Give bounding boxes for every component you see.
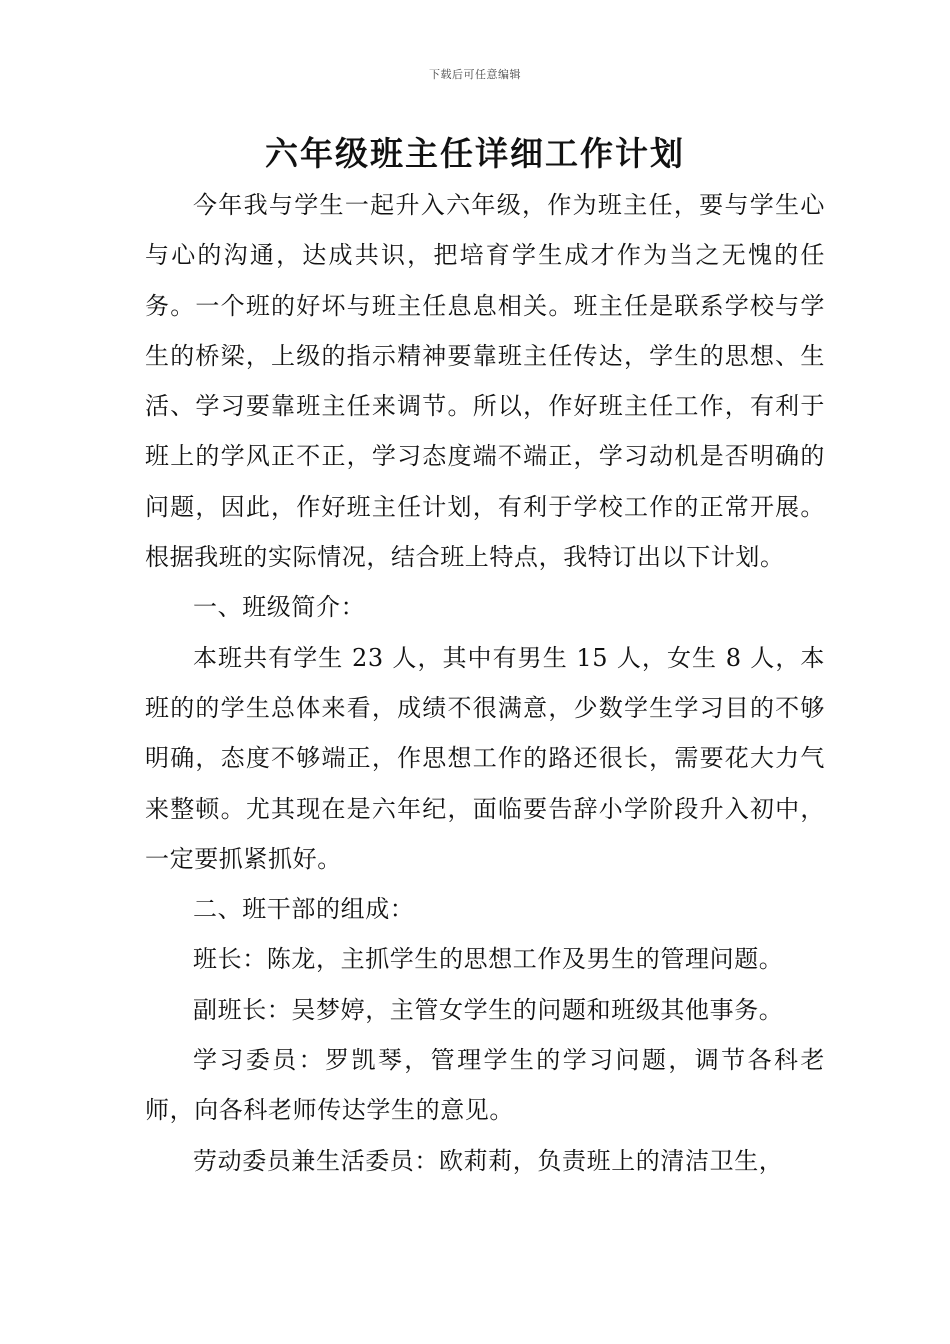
cadre-vice-monitor-paragraph: 副班长：吴梦婷，主管女学生的问题和班级其他事务。 xyxy=(193,995,784,1024)
cadre-monitor-paragraph: 班长：陈龙，主抓学生的思想工作及男生的管理问题。 xyxy=(193,945,784,974)
section-heading-class-intro: 一、班级简介： xyxy=(193,593,366,622)
section-heading-class-cadres: 二、班干部的组成： xyxy=(193,895,415,924)
intro-paragraph: 今年我与学生一起升入六年级，作为班主任，要与学生心与心的沟通，达成共识，把培育学生成才作为当之无愧的任务。一个班的好坏与班主任息息相关。班主任是联系学校与学生的桥梁，上级的指示精神要靠班主任传达，学生的思想、生活、学习要靠班主任来调节。所以，作好班主任工作，有利于班上的学风正不正，学习态度端不端正，学习动机是否明确的问题，因此，作好班主任计划，有利于学校工作的正常开展。根据我班的实际情况，结合班上特点，我特订出以下计划。 xyxy=(145,191,825,572)
class-intro-paragraph: 本班共有学生 23 人，其中有男生 15 人，女生 8 人，本班的的学生总体来看，成绩不很满意，少数学生学习目的不够明确，态度不够端正，作思想工作的路还很长，需要花大力气来整顿。尤其现在是六年纪，面临要告辞小学阶段升入初中，一定要抓紧抓好。 xyxy=(145,643,825,873)
document-title: 六年级班主任详细工作计划 xyxy=(265,134,685,173)
cadre-labor-committee-paragraph: 劳动委员兼生活委员：欧莉莉，负责班上的清洁卫生， xyxy=(193,1146,784,1175)
cadre-study-committee-paragraph: 学习委员：罗凯琴，管理学生的学习问题，调节各科老师，向各科老师传达学生的意见。 xyxy=(145,1046,825,1125)
header-note: 下载后可任意编辑 xyxy=(429,68,521,81)
document-body xyxy=(145,180,825,1186)
